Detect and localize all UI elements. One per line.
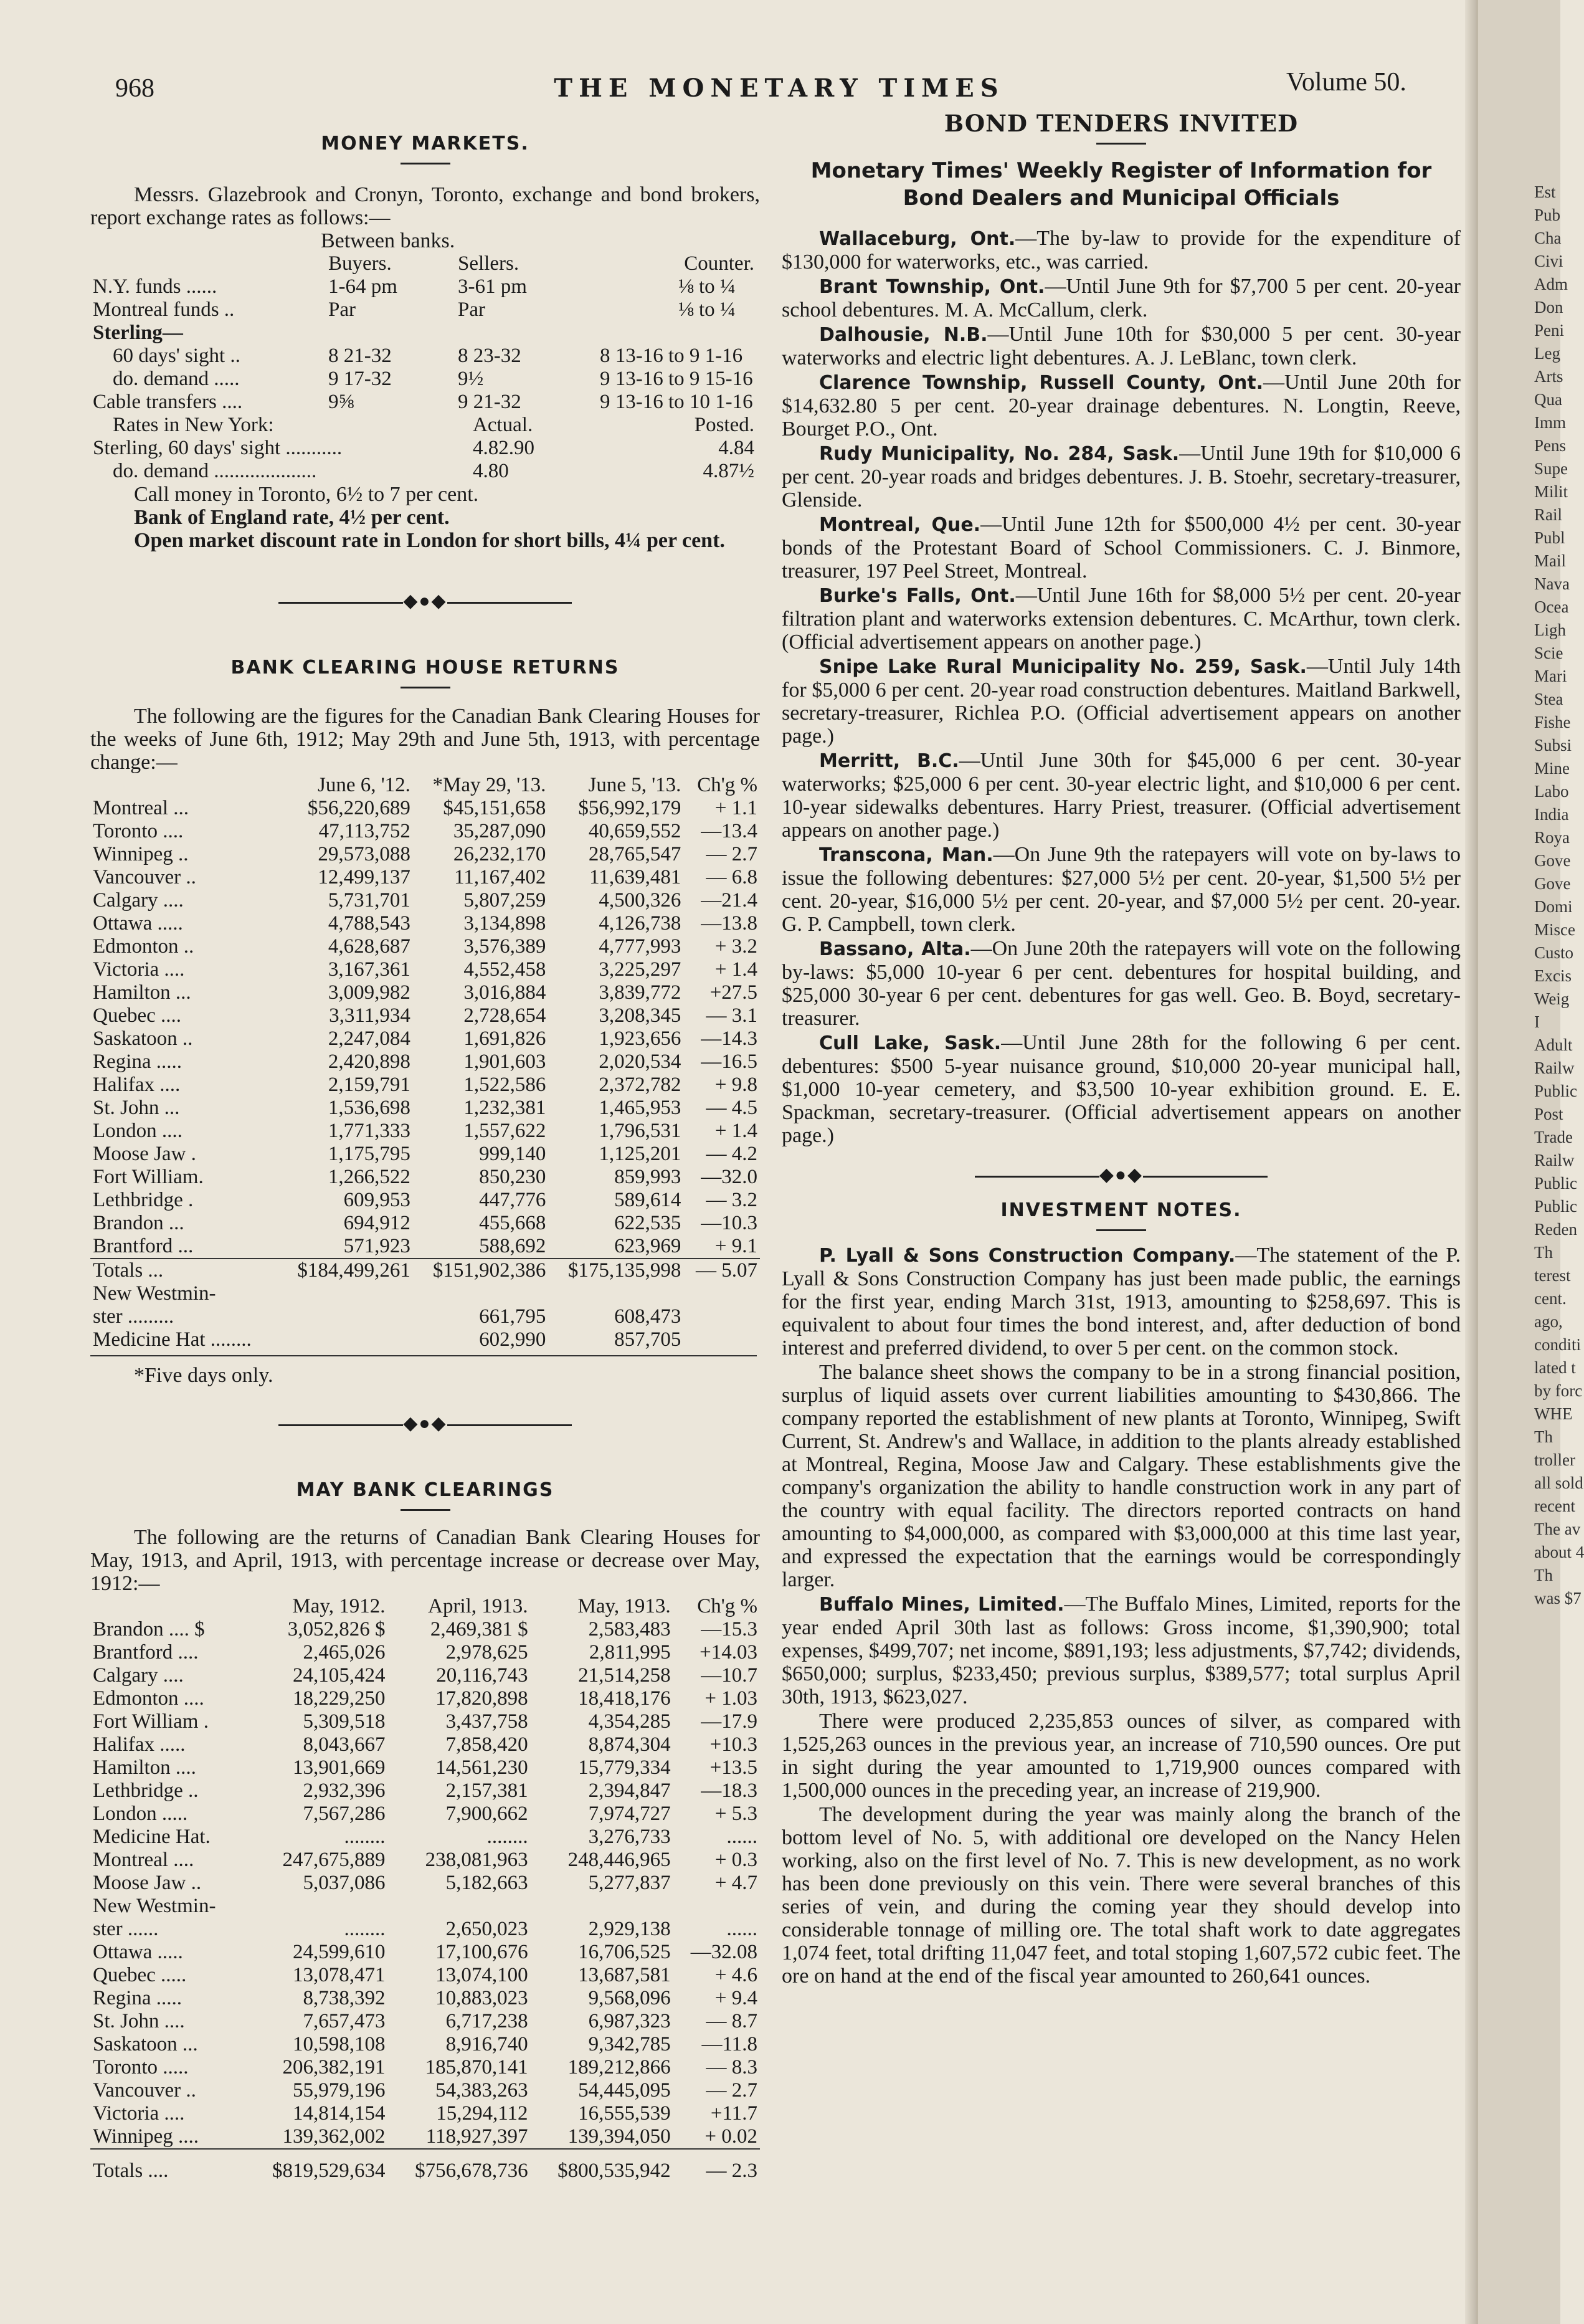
call-money-text: Call money in Toronto, 6½ to 7 per cent. [134, 483, 479, 506]
fragment-text: Roya [1534, 828, 1570, 847]
new-york-rates-table [90, 414, 757, 483]
table-row: Victoria .... 3,167,361 4,552,458 3,225,297 + 1.4 [93, 958, 757, 981]
table-row: Hamilton .... 13,901,669 14,561,230 15,779,334 +13.5 [93, 1756, 757, 1779]
fragment-text: Est [1534, 183, 1556, 201]
fragment-text: Civi [1534, 252, 1563, 270]
tender-entry: Merritt, B.C.—Until June 30th for $45,000 6 per cent. 30-year waterworks; $25,000 6 per cent. 30-year electric light, and $10,000 6 per cent. 10-year sidewalks debentures. Harry Priest, treasurer. (Official advertisement appears on another page.) [782, 749, 1461, 842]
table-row: Lethbridge .. 2,932,396 2,157,381 2,394,847 —18.3 [93, 1779, 757, 1802]
fragment-text: Stea [1534, 690, 1563, 708]
fragment-text: Ligh [1534, 621, 1566, 639]
fragment-text: Domi [1534, 897, 1573, 916]
table-header: June 6, '12. *May 29, '13. June 5, '13. Ch'g % [317, 774, 757, 796]
table-row: Moose Jaw .. 5,037,086 5,182,663 5,277,837 + 4.7 [93, 1872, 757, 1894]
table-row: Quebec .... 3,311,934 2,728,654 3,208,345 — 3.1 [93, 1004, 757, 1027]
fragment-text: conditi [1534, 1335, 1581, 1354]
page-number: 968 [115, 74, 154, 103]
fragment-text: ago, [1534, 1312, 1563, 1331]
fragment-text: Th [1534, 1243, 1553, 1262]
table-row: ster ......... 661,795 608,473 [93, 1305, 681, 1328]
fragment-text: Fishe [1534, 713, 1571, 731]
table-row: N.Y. funds ...... 1-64 pm 3-61 pm ⅛ to ¼ [93, 275, 736, 298]
totals-row: Totals ... $184,499,261 $151,902,386 $175,135,998 — 5.07 [90, 1259, 760, 1282]
table-row: Ottawa ..... 24,599,610 17,100,676 16,706,525 —32.08 [93, 1941, 757, 1963]
col-buyers: Buyers. [328, 252, 392, 275]
fragment-text: terest [1534, 1266, 1571, 1285]
sterling-label: Sterling— [93, 321, 183, 344]
table-row: Regina ..... 8,738,392 10,883,023 9,568,096 + 9.4 [93, 1987, 757, 2009]
table-row: London .... 1,771,333 1,557,622 1,796,531 + 1.4 [93, 1120, 757, 1142]
fragment-text: recent [1534, 1497, 1575, 1515]
table-row: Winnipeg .. 29,573,088 26,232,170 28,765,547 — 2.7 [93, 843, 757, 865]
tender-entry: Rudy Municipality, No. 284, Sask.—Until June 19th for $10,000 6 per cent. 20-year roads and bridges debentures. J. B. Stoehr, secretary-treasurer, Glenside. [782, 442, 1461, 512]
lyall-note: P. Lyall & Sons Construction Company.—The statement of the P. Lyall & Sons Construction Company has just been made public, the earnings for the first year, ending March 31st, 1913, amounting to $258,697. This is equivalent to about four times the bond interest, and, after deduction of bond interest and preferred dividend, to over 5 per cent. on the common stock. [782, 1244, 1461, 1360]
table-row: Halifax ..... 8,043,667 7,858,420 8,874,304 +10.3 [93, 1733, 757, 1756]
bond-tenders-subtitle-2: Bond Dealers and Municipal Officials [903, 186, 1340, 211]
table-row: St. John ... 1,536,698 1,232,381 1,465,953 — 4.5 [93, 1097, 757, 1119]
tender-municipality: Snipe Lake Rural Municipality No. 259, Sask. [819, 656, 1307, 678]
fragment-text: I [1534, 1012, 1540, 1031]
fragment-text: Ocea [1534, 598, 1569, 616]
volume-label: Volume 50. [1286, 68, 1406, 97]
fragment-text: Th [1534, 1566, 1553, 1584]
fragment-text: Misce [1534, 920, 1575, 939]
table-row: St. John .... 7,657,473 6,717,238 6,987,323 — 8.7 [93, 2010, 757, 2032]
tender-municipality: Merritt, B.C. [819, 750, 959, 772]
fragment-text: Mine [1534, 759, 1570, 778]
table-row: Regina ..... 2,420,898 1,901,603 2,020,534 —16.5 [93, 1050, 757, 1073]
table-row: Sterling, 60 days' sight ........... 4.82.90 4.84 [93, 437, 754, 459]
between-banks-label: Between banks. [321, 229, 455, 252]
fragment-text: Cha [1534, 229, 1562, 247]
may-clearings-title: MAY BANK CLEARINGS [296, 1479, 554, 1501]
table-row: Vancouver .. 12,499,137 11,167,402 11,639,481 — 6.8 [93, 866, 757, 888]
fragment-text: Leg [1534, 344, 1560, 363]
fragment-text: Custo [1534, 943, 1574, 962]
tender-entry: Montreal, Que.—Until June 12th for $500,000 4½ per cent. 30-year bonds of the Protestant Board of School Commissioners. C. J. Binmore, treasurer, 197 Peel Street, Montreal. [782, 513, 1461, 583]
totals-row: Totals .... $819,529,634 $756,678,736 $800,535,942 — 2.3 [90, 2149, 760, 2183]
fragment-text: Arts [1534, 367, 1563, 386]
fragment-text: Scie [1534, 644, 1563, 662]
tender-municipality: Brant Township, Ont. [819, 276, 1045, 298]
fragment-text: Railw [1534, 1151, 1575, 1169]
table-row: Halifax .... 2,159,791 1,522,586 2,372,782 + 9.8 [93, 1074, 757, 1096]
fragment-text: Adm [1534, 275, 1568, 293]
buffalo-mines-note: Buffalo Mines, Limited.—The Buffalo Mines, Limited, reports for the year ended April 30th last as follows: Gross income, $1,390,900; total expenses, $499,707; net income, $891,193; less adjustments, $7,742; dividends, $650,000; surplus, $233,450; previous surplus, $389,577; total surplus April 30th, 1913, $623,027. [782, 1593, 1461, 1708]
table-row: Medicine Hat. ........ ........ 3,276,733 ...... [93, 1826, 757, 1848]
may-clearings-intro: The following are the returns of Canadian Bank Clearing Houses for May, 1913, and April, 1913, with percentage increase or decrease over May, 1912:— [90, 1526, 760, 1595]
fragment-text: cent. [1534, 1289, 1567, 1308]
fragment-text: Don [1534, 298, 1563, 317]
table-row: Montreal .... 247,675,889 238,081,963 248,446,965 + 0.3 [93, 1849, 757, 1871]
fragment-text: Labo [1534, 782, 1569, 801]
bank-england-text: Bank of England rate, 4½ per cent. [134, 506, 450, 529]
fragment-text: Excis [1534, 966, 1572, 985]
bond-tenders-title: BOND TENDERS INVITED [944, 110, 1299, 137]
investment-notes-title: INVESTMENT NOTES. [1000, 1199, 1242, 1221]
fragment-text: Reden [1534, 1220, 1577, 1239]
fragment-text: Pub [1534, 206, 1561, 224]
table-row: New Westmin- [93, 1282, 216, 1305]
table-row: Fort William. 1,266,522 850,230 859,993 —32.0 [93, 1166, 757, 1188]
left-column [90, 112, 760, 2183]
bank-clearing-title: BANK CLEARING HOUSE RETURNS [230, 657, 620, 679]
table-row: Lethbridge . 609,953 447,776 589,614 — 3.2 [93, 1189, 757, 1211]
col-sellers: Sellers. [458, 252, 519, 275]
fragment-text: Mari [1534, 667, 1567, 685]
table-row: Calgary .... 24,105,424 20,116,743 21,514,258 —10.7 [93, 1664, 757, 1687]
tender-entry: Burke's Falls, Ont.—Until June 16th for $8,000 5½ per cent. 20-year filtration plant and waterworks extension debentures. C. McArthur, town clerk. (Official advertisement appears on another page.) [782, 584, 1461, 654]
title-rule [401, 1509, 450, 1511]
tender-entry: Transcona, Man.—On June 9th the ratepayers will vote on by-laws to issue the following debentures: $27,000 5½ per cent. 20-year, $1,500 5½ per cent. 20-year, $16,000 5½ per cent. 20-year, and $7,000 5½ per cent. 20-year. G. P. Campbell, town clerk. [782, 843, 1461, 936]
table-row: London ..... 7,567,286 7,900,662 7,974,727 + 5.3 [93, 1803, 757, 1825]
fragment-text: Imm [1534, 413, 1566, 432]
tender-municipality: Montreal, Que. [819, 514, 981, 536]
tender-municipality: Transcona, Man. [819, 844, 994, 866]
title-rule [401, 163, 450, 164]
table-row: New Westmin- [93, 1895, 216, 1917]
table-row: Cable transfers .... 9⅝ 9 21-32 9 13-16 to 10 1-16 [93, 391, 753, 413]
fragment-text: Milit [1534, 482, 1568, 501]
table-row: Edmonton .... 18,229,250 17,820,898 18,418,176 + 1.03 [93, 1687, 757, 1710]
right-column [782, 112, 1461, 1989]
fragment-text: Post [1534, 1105, 1563, 1123]
bank-clearing-intro: The following are the figures for the Canadian Bank Clearing Houses for the weeks of June 6th, 1912; May 29th and June 5th, 1913, with percentage change:— [90, 705, 760, 774]
tender-entry: Clarence Township, Russell County, Ont.—Until June 20th for $14,632.80 5 per cent. 20-year drainage debentures. N. Longtin, Reeve, Bourget P.O., Ont. [782, 371, 1461, 441]
tender-municipality: Dalhousie, N.B. [819, 324, 988, 346]
table-row: Brandon .... $ 3,052,826 $ 2,469,381 $ 2,583,483 —15.3 [93, 1618, 757, 1641]
table-row: Vancouver .. 55,979,196 54,383,263 54,445,095 — 2.7 [93, 2079, 757, 2102]
development-paragraph: The development during the year was mainly along the branch of the bottom level of No. 5, with additional ore developed on the Nancy Helen working, also on the first level of No. 7. This is new development, as no work has been done previously on this vein. There were several branches of this series of vein, and during the coming year they should develop into considerable tonnage of milling ore. The total shaft work to date aggregates 1,074 feet, total drifting 11,047 feet, and total stoping 1,607,572 cubic feet. The ore on hand at the end of the fiscal year amounted to 260,641 ounces. [782, 1803, 1461, 1988]
tender-municipality: Bassano, Alta. [819, 938, 971, 960]
fragment-text: Th [1534, 1427, 1553, 1446]
ny-rates-label: Rates in New York: [113, 414, 274, 436]
fragment-text: troller [1534, 1450, 1575, 1469]
table-row: Brantford ... 571,923 588,692 623,969 + 9.1 [93, 1235, 757, 1257]
fragment-text: by forc [1534, 1381, 1583, 1400]
fragment-text: all sold [1534, 1474, 1583, 1492]
table-row: Moose Jaw . 1,175,795 999,140 1,125,201 — 4.2 [93, 1143, 757, 1165]
fragment-text: about 4 [1534, 1543, 1584, 1561]
bank-clearing-table [90, 774, 760, 1351]
fragment-text: Railw [1534, 1059, 1575, 1077]
tender-municipality: Burke's Falls, Ont. [819, 585, 1016, 607]
silver-production-paragraph: There were produced 2,235,853 ounces of silver, as compared with 1,525,263 ounces in the previous year, an increase of 710,590 ounces. Ore put in sight during the year amounted to 1,719,900 ounces compared with 1,500,000 ounces in the preceding year, an increase of 219,900. [782, 1710, 1461, 1802]
ny-posted-col: Posted. [694, 414, 754, 436]
fragment-text: Gove [1534, 851, 1571, 870]
table-row: Saskatoon ... 10,598,108 8,916,740 9,342,785 —11.8 [93, 2033, 757, 2055]
open-market-text: Open market discount rate in London for short bills, 4¼ per cent. [134, 529, 725, 552]
tender-municipality: Wallaceburg, Ont. [819, 228, 1016, 250]
fragment-text: Public [1534, 1174, 1578, 1193]
lyall-note-name: P. Lyall & Sons Construction Company. [819, 1245, 1236, 1267]
table-row: do. demand ..... 9 17-32 9½ 9 13-16 to 9 15-16 [113, 368, 753, 390]
adjacent-page-fragment [1476, 0, 1584, 2324]
fragment-text: The av [1534, 1520, 1581, 1538]
tender-entry: Brant Township, Ont.—Until June 9th for $7,700 5 per cent. 20-year school debentures. M. A. McCallum, clerk. [782, 275, 1461, 321]
tender-list [782, 227, 1461, 1147]
table-row: Fort William . 5,309,518 3,437,758 4,354,285 —17.9 [93, 1710, 757, 1733]
fragment-text: Subsi [1534, 736, 1572, 755]
table-row: Winnipeg .... 139,362,002 118,927,397 139,394,050 + 0.02 [93, 2125, 757, 2148]
journal-title: THE MONETARY TIMES [554, 74, 1005, 103]
table-row: Calgary .... 5,731,701 5,807,259 4,500,326 —21.4 [93, 889, 757, 912]
tender-entry: Cull Lake, Sask.—Until June 28th for the following 6 per cent. debentures: $500 5-year nuisance ground, $10,000 20-year municipal hall, $1,000 10-year cemetery, and $3,500 10-year exhibition ground. E. E. Spackman, secretary-treasurer. (Official advertisement appears on another page.) [782, 1031, 1461, 1147]
section-ornament: ◆●◆ [90, 1412, 760, 1435]
fragment-text: India [1534, 805, 1569, 824]
buffalo-mines-name: Buffalo Mines, Limited. [819, 1594, 1065, 1616]
table-row: Toronto .... 47,113,752 35,287,090 40,659,552 —13.4 [93, 820, 757, 842]
money-markets-title: MONEY MARKETS. [321, 133, 529, 155]
balance-sheet-paragraph: The balance sheet shows the company to be in a strong financial position, surplus of liquid assets over current liabilities amounting to $430,866. The company reported the establishment of new plants at Toronto, Winnipeg, Swift Current, St. Andrew's and Wallace, in addition to the plants already established at Montreal, Regina, Moose Jaw and Calgary. These establishments give the company's organization the ability to handle construction work in any part of the country with equal facility. The directors reported contracts on hand amounting to $4,000,000, as compared with $3,000,000 at this time last year, and expressed the expectation that the earnings would be correspondingly larger. [782, 1361, 1461, 1591]
title-rule [401, 687, 450, 688]
may-clearings-table [90, 1595, 760, 2183]
tender-municipality: Cull Lake, Sask. [819, 1032, 1002, 1054]
table-row: Brandon ... 694,912 455,668 622,535 —10.3 [93, 1212, 757, 1234]
fragment-text: Adult [1534, 1036, 1573, 1054]
fragment-text: Mail [1534, 551, 1566, 570]
fragment-text: Nava [1534, 574, 1570, 593]
fragment-text: Public [1534, 1197, 1578, 1216]
section-ornament: ◆●◆ [90, 589, 760, 612]
table-row: Montreal ... $56,220,689 $45,151,658 $56,992,179 + 1.1 [93, 797, 757, 819]
table-header: May, 1912. April, 1913. May, 1913. Ch'g % [292, 1595, 757, 1617]
fragment-text: Publ [1534, 528, 1565, 547]
money-markets-intro: Messrs. Glazebrook and Cronyn, Toronto, exchange and bond brokers, report exchange rates as follows:— [90, 183, 760, 229]
fragment-text: was $7 [1534, 1589, 1582, 1607]
table-row: Quebec ..... 13,078,471 13,074,100 13,687,581 + 4.6 [93, 1964, 757, 1986]
table-row: Victoria .... 14,814,154 15,294,112 16,555,539 +11.7 [93, 2102, 757, 2125]
tender-entry: Wallaceburg, Ont.—The by-law to provide for the expenditure of $130,000 for waterworks, etc., was carried. [782, 227, 1461, 274]
table-row: 60 days' sight .. 8 21-32 8 23-32 8 13-16 to 9 1-16 [113, 345, 743, 367]
bond-tenders-subtitle-1: Monetary Times' Weekly Register of Information for [810, 158, 1432, 183]
col-counter: Counter. [684, 252, 754, 275]
tender-entry: Snipe Lake Rural Municipality No. 259, Sask.—Until July 14th for $5,000 6 per cent. 20-year road construction debentures. Maitland Barkwell, secretary-treasurer, Richlea P.O. (Official advertisement appears on another page.) [782, 655, 1461, 748]
tender-municipality: Rudy Municipality, No. 284, Sask. [819, 443, 1180, 465]
title-rule [1096, 143, 1146, 145]
fragment-text: Qua [1534, 390, 1562, 409]
table-row: Montreal funds .. Par Par ⅛ to ¼ [93, 298, 736, 321]
fragment-text: lated t [1534, 1358, 1576, 1377]
fragment-text: Pens [1534, 436, 1567, 455]
table-row: Medicine Hat ........ 602,990 857,705 [93, 1328, 681, 1351]
table-row: Hamilton ... 3,009,982 3,016,884 3,839,772 +27.5 [93, 981, 757, 1004]
fragment-text: Public [1534, 1082, 1578, 1100]
exchange-table [90, 252, 757, 414]
table-row: Saskatoon .. 2,247,084 1,691,826 1,923,656 —14.3 [93, 1027, 757, 1050]
table-row: ster ...... ........ 2,650,023 2,929,138 ...... [93, 1918, 757, 1940]
fragment-text: Trade [1534, 1128, 1573, 1146]
table-row: Brantford .... 2,465,026 2,978,625 2,811,995 +14.03 [93, 1641, 757, 1664]
ny-actual-col: Actual. [473, 414, 533, 436]
fragment-text: WHE [1534, 1404, 1573, 1423]
tender-municipality: Clarence Township, Russell County, Ont. [819, 372, 1264, 394]
fragment-text: Supe [1534, 459, 1568, 478]
table-row: Edmonton .. 4,628,687 3,576,389 4,777,993 + 3.2 [93, 935, 757, 958]
table-row: Ottawa ..... 4,788,543 3,134,898 4,126,738 —13.8 [93, 912, 757, 935]
tender-entry: Dalhousie, N.B.—Until June 10th for $30,000 5 per cent. 30-year waterworks and electric light debentures. A. J. LeBlanc, town clerk. [782, 323, 1461, 369]
table-row: do. demand .................... 4.80 4.87½ [113, 460, 754, 482]
five-days-footnote: *Five days only. [134, 1364, 273, 1387]
section-ornament: ◆●◆ [782, 1163, 1461, 1186]
fragment-text: Rail [1534, 505, 1562, 524]
tender-entry: Bassano, Alta.—On June 20th the ratepayers will vote on the following by-laws: $5,000 10-year 6 per cent. debentures for hospital building, and $25,000 30-year 6 per cent. debentures for gas well. Geo. B. Boyd, secretary-treasurer. [782, 937, 1461, 1030]
fragment-text: Gove [1534, 874, 1571, 893]
title-rule [1096, 1229, 1146, 1231]
fragment-text: Weig [1534, 989, 1570, 1008]
fragment-text: Peni [1534, 321, 1565, 340]
table-row: Toronto ..... 206,382,191 185,870,141 189,212,866 — 8.3 [93, 2056, 757, 2079]
